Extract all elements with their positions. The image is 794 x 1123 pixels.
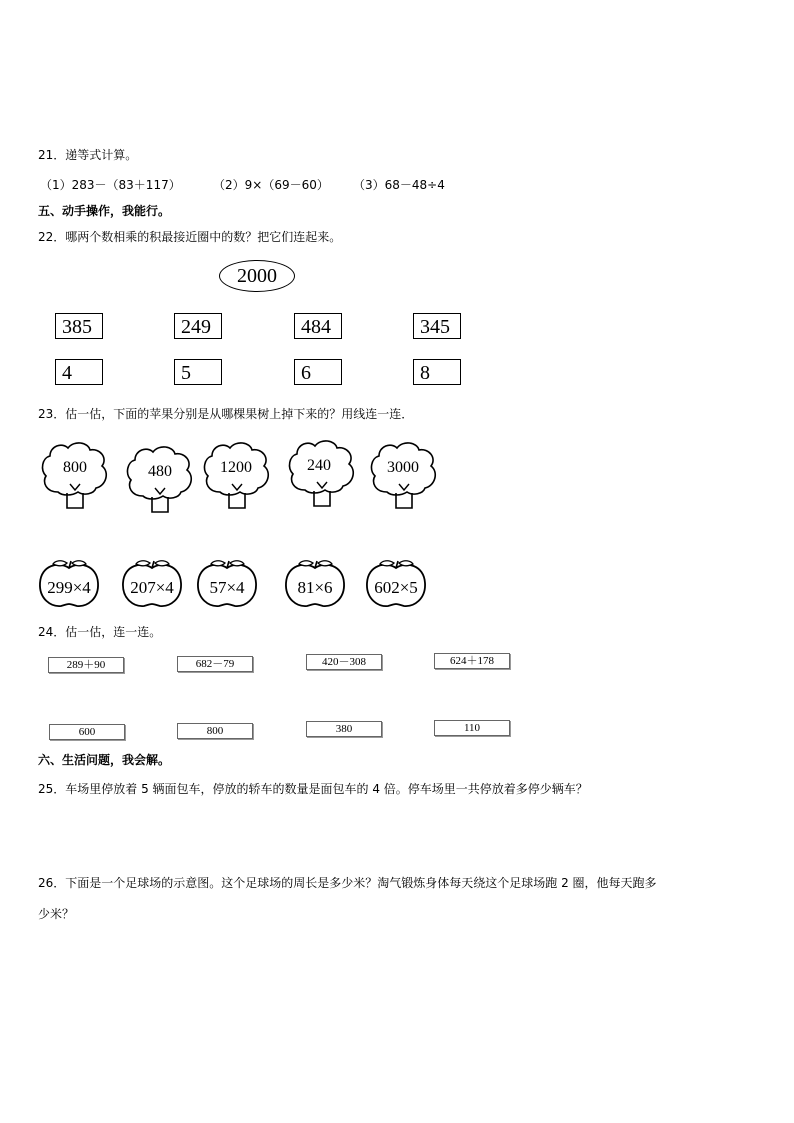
q22-top-number: 345 bbox=[413, 313, 461, 339]
tree-value: 3000 bbox=[387, 459, 419, 476]
tree-value: 1200 bbox=[220, 459, 252, 476]
tree-icon bbox=[38, 440, 110, 510]
apple-expression: 299×4 bbox=[47, 578, 91, 597]
q22-top-number: 385 bbox=[55, 313, 103, 339]
apple-expression: 57×4 bbox=[209, 578, 245, 597]
q24-expression-box: 624＋178 bbox=[434, 653, 510, 669]
tree-icon bbox=[200, 440, 272, 510]
q22-bottom-number: 5 bbox=[174, 359, 222, 385]
q26-line-1: 26．下面是一个足球场的示意图。这个足球场的周长是多少米？淘气锻炼身体每天绕这个足球场跑 2 圈，他每天跑多 bbox=[38, 876, 657, 890]
apple-expression: 602×5 bbox=[374, 578, 418, 597]
apple-icon bbox=[195, 559, 259, 609]
apple-icon bbox=[283, 559, 347, 609]
apple-expression: 207×4 bbox=[130, 578, 174, 597]
q24-expression-box: 420－308 bbox=[306, 654, 382, 670]
q24-answer-box: 110 bbox=[434, 720, 510, 736]
q21-item-3: （3）68－48÷4 bbox=[353, 178, 445, 192]
tree-icon bbox=[123, 444, 195, 514]
q22-target-oval: 2000 bbox=[219, 260, 295, 292]
q24-answer-box: 600 bbox=[49, 724, 125, 740]
q24-expression-box: 682－79 bbox=[177, 656, 253, 672]
q23-title: 23．估一估，下面的苹果分别是从哪棵果树上掉下来的？用线连一连． bbox=[38, 407, 414, 421]
q22-top-number: 249 bbox=[174, 313, 222, 339]
q24-answer-box: 800 bbox=[177, 723, 253, 739]
q24-answer-box: 380 bbox=[306, 721, 382, 737]
q22-title: 22．哪两个数相乘的积最接近圈中的数？把它们连起来。 bbox=[38, 230, 342, 244]
tree-value: 240 bbox=[307, 457, 331, 474]
apple-expression: 81×6 bbox=[297, 578, 333, 597]
q21-item-2: （2）9×（69－60） bbox=[213, 178, 329, 192]
q25-title: 25．车场里停放着 5 辆面包车，停放的轿车的数量是面包车的 4 倍。停车场里一共停放着多停少辆车？ bbox=[38, 782, 588, 796]
q26-line-2: 少米？ bbox=[38, 907, 75, 921]
q22-bottom-number: 6 bbox=[294, 359, 342, 385]
q21-item-1: （1）283－（83＋117） bbox=[40, 178, 181, 192]
q22-bottom-number: 8 bbox=[413, 359, 461, 385]
section-6-heading: 六、生活问题，我会解。 bbox=[38, 753, 171, 767]
q24-expression-box: 289＋90 bbox=[48, 657, 124, 673]
q22-top-number: 484 bbox=[294, 313, 342, 339]
tree-value: 480 bbox=[148, 463, 172, 480]
apple-icon bbox=[120, 559, 184, 609]
tree-icon bbox=[367, 440, 439, 510]
q21-title: 21．递等式计算。 bbox=[38, 148, 138, 162]
apple-icon bbox=[37, 559, 101, 609]
apple-icon bbox=[364, 559, 428, 609]
section-5-heading: 五、动手操作，我能行。 bbox=[38, 204, 171, 218]
tree-value: 800 bbox=[63, 459, 87, 476]
tree-icon bbox=[285, 438, 357, 508]
q22-bottom-number: 4 bbox=[55, 359, 103, 385]
q24-title: 24．估一估，连一连。 bbox=[38, 625, 162, 639]
